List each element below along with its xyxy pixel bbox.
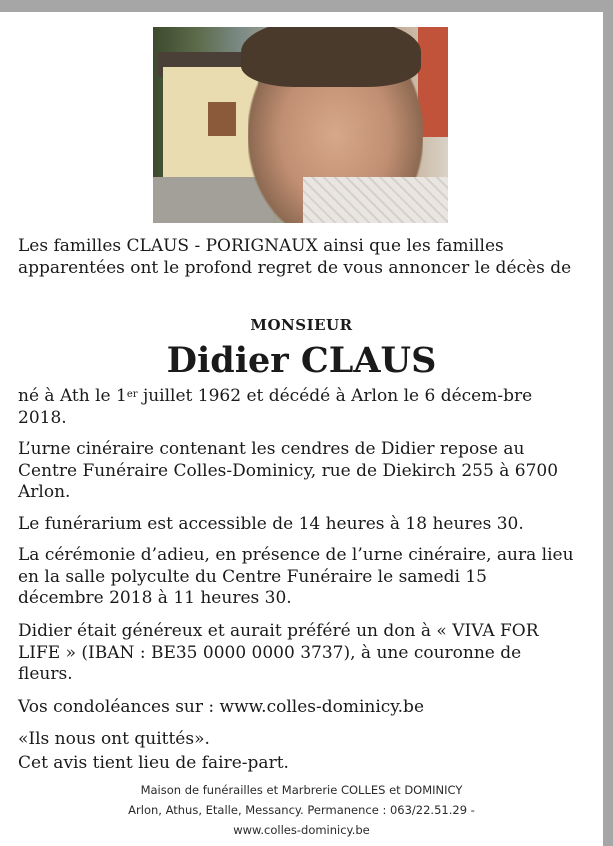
portrait-photo	[153, 27, 448, 223]
obituary-notice	[0, 12, 603, 846]
notice-line: Cet avis tient lieu de faire-part.	[18, 753, 289, 773]
donation-paragraph: Didier était généreux et aurait préféré un don à « VIVA FOR LIFE » (IBAN : BE35 0000 0000 3737), à une couronne de fleurs.	[18, 621, 539, 684]
intro-text: Les familles CLAUS - PORIGNAUX ainsi que les familles apparentées ont le profond regret de vous annoncer le décès de	[18, 236, 572, 278]
footer-line-2: Arlon, Athus, Etalle, Messancy. Permanence : 063/22.51.29 -	[128, 803, 475, 817]
ceremony-paragraph: La cérémonie d’adieu, en présence de l’urne cinéraire, aura lieu en la salle polyculte du Centre Funéraire le samedi 15 décembre 2018 à 11 heures 30.	[18, 545, 574, 608]
birth-death-dates	[18, 386, 578, 429]
funeral-home-footer	[0, 780, 603, 840]
funerarium-hours: Le funérarium est accessible de 14 heures à 18 heures 30.	[18, 514, 524, 534]
urn-paragraph: L’urne cinéraire contenant les cendres de Didier repose au Centre Funéraire Colles-Dominicy, rue de Diekirch 255 à 6700 Arlon.	[18, 439, 559, 502]
honorific: MONSIEUR	[250, 316, 353, 334]
quote-line: «Ils nous ont quittés».	[18, 729, 210, 749]
birth-text-after: juillet 1962 et décédé à Arlon le 6 décem-bre 2018.	[18, 386, 533, 428]
birth-text-before: né à Ath le 1	[18, 386, 127, 406]
deceased-name: Didier CLAUS	[166, 340, 437, 381]
footer-website-link[interactable]: www.colles-dominicy.be	[233, 823, 370, 837]
footer-line-1: Maison de funérailles et Marbrerie COLLES et DOMINICY	[140, 783, 463, 797]
condolences-line: Vos condoléances sur : www.colles-dominicy.be	[18, 697, 424, 717]
birth-superscript: er	[126, 389, 138, 400]
